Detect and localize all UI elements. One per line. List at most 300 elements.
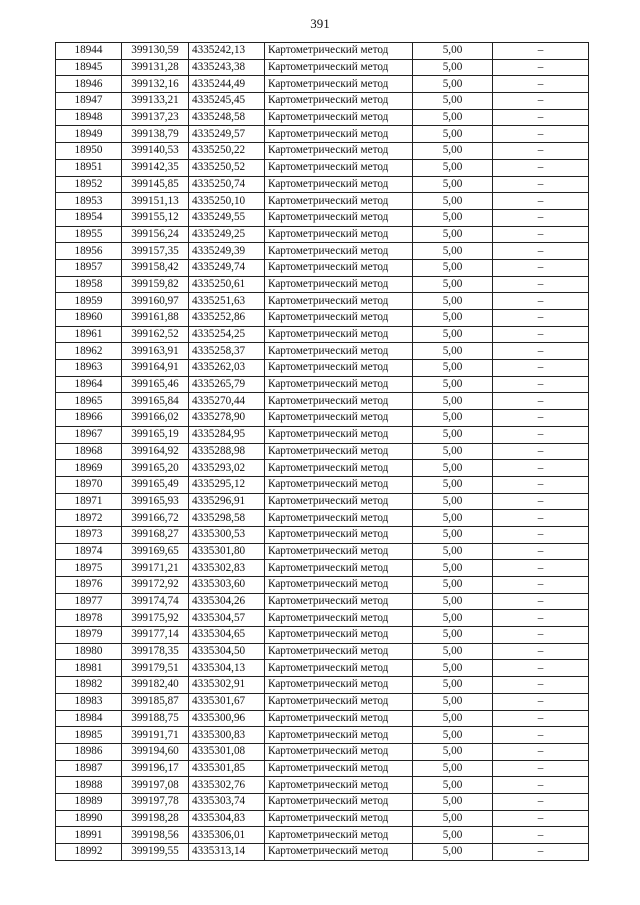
point-number-cell: 18984 <box>56 710 122 727</box>
x-coordinate-cell: 399174,74 <box>122 593 189 610</box>
x-coordinate-cell: 399185,87 <box>122 693 189 710</box>
point-number-cell: 18975 <box>56 560 122 577</box>
y-coordinate-cell: 4335304,65 <box>189 627 265 644</box>
x-coordinate-cell: 399199,55 <box>122 844 189 861</box>
point-number-cell: 18952 <box>56 176 122 193</box>
point-number-cell: 18983 <box>56 693 122 710</box>
precision-cell: 5,00 <box>413 393 493 410</box>
x-coordinate-cell: 399165,49 <box>122 476 189 493</box>
dash-cell: – <box>493 126 589 143</box>
y-coordinate-cell: 4335288,98 <box>189 443 265 460</box>
x-coordinate-cell: 399131,28 <box>122 59 189 76</box>
point-number-cell: 18953 <box>56 193 122 210</box>
table-row <box>56 443 589 460</box>
dash-cell: – <box>493 693 589 710</box>
x-coordinate-cell: 399168,27 <box>122 526 189 543</box>
point-number-cell: 18964 <box>56 376 122 393</box>
precision-cell: 5,00 <box>413 660 493 677</box>
x-coordinate-cell: 399159,82 <box>122 276 189 293</box>
y-coordinate-cell: 4335250,61 <box>189 276 265 293</box>
point-number-cell: 18969 <box>56 460 122 477</box>
precision-cell: 5,00 <box>413 476 493 493</box>
dash-cell: – <box>493 209 589 226</box>
precision-cell: 5,00 <box>413 493 493 510</box>
dash-cell: – <box>493 226 589 243</box>
x-coordinate-cell: 399179,51 <box>122 660 189 677</box>
x-coordinate-cell: 399165,84 <box>122 393 189 410</box>
dash-cell: – <box>493 727 589 744</box>
table-row <box>56 276 589 293</box>
table-row <box>56 93 589 110</box>
method-cell: Картометрический метод <box>265 93 413 110</box>
table-row <box>56 493 589 510</box>
dash-cell: – <box>493 643 589 660</box>
precision-cell: 5,00 <box>413 43 493 60</box>
x-coordinate-cell: 399165,20 <box>122 460 189 477</box>
y-coordinate-cell: 4335301,67 <box>189 693 265 710</box>
precision-cell: 5,00 <box>413 593 493 610</box>
y-coordinate-cell: 4335301,85 <box>189 760 265 777</box>
method-cell: Картометрический метод <box>265 543 413 560</box>
dash-cell: – <box>493 360 589 377</box>
x-coordinate-cell: 399177,14 <box>122 627 189 644</box>
table-row <box>56 627 589 644</box>
point-number-cell: 18987 <box>56 760 122 777</box>
point-number-cell: 18986 <box>56 743 122 760</box>
point-number-cell: 18947 <box>56 93 122 110</box>
dash-cell: – <box>493 143 589 160</box>
point-number-cell: 18959 <box>56 293 122 310</box>
x-coordinate-cell: 399163,91 <box>122 343 189 360</box>
y-coordinate-cell: 4335242,13 <box>189 43 265 60</box>
precision-cell: 5,00 <box>413 693 493 710</box>
precision-cell: 5,00 <box>413 310 493 327</box>
x-coordinate-cell: 399198,28 <box>122 810 189 827</box>
dash-cell: – <box>493 543 589 560</box>
precision-cell: 5,00 <box>413 710 493 727</box>
method-cell: Картометрический метод <box>265 727 413 744</box>
precision-cell: 5,00 <box>413 426 493 443</box>
dash-cell: – <box>493 243 589 260</box>
method-cell: Картометрический метод <box>265 376 413 393</box>
table-row <box>56 743 589 760</box>
point-number-cell: 18973 <box>56 526 122 543</box>
point-number-cell: 18950 <box>56 143 122 160</box>
table-row <box>56 777 589 794</box>
method-cell: Картометрический метод <box>265 693 413 710</box>
y-coordinate-cell: 4335270,44 <box>189 393 265 410</box>
x-coordinate-cell: 399138,79 <box>122 126 189 143</box>
y-coordinate-cell: 4335249,74 <box>189 259 265 276</box>
point-number-cell: 18949 <box>56 126 122 143</box>
table-row <box>56 293 589 310</box>
point-number-cell: 18961 <box>56 326 122 343</box>
dash-cell: – <box>493 343 589 360</box>
dash-cell: – <box>493 743 589 760</box>
point-number-cell: 18976 <box>56 577 122 594</box>
table-row <box>56 727 589 744</box>
y-coordinate-cell: 4335250,22 <box>189 143 265 160</box>
point-number-cell: 18954 <box>56 209 122 226</box>
point-number-cell: 18978 <box>56 610 122 627</box>
dash-cell: – <box>493 526 589 543</box>
y-coordinate-cell: 4335302,83 <box>189 560 265 577</box>
dash-cell: – <box>493 677 589 694</box>
point-number-cell: 18989 <box>56 793 122 810</box>
precision-cell: 5,00 <box>413 343 493 360</box>
table-row <box>56 793 589 810</box>
table-row <box>56 693 589 710</box>
dash-cell: – <box>493 259 589 276</box>
y-coordinate-cell: 4335298,58 <box>189 510 265 527</box>
x-coordinate-cell: 399198,56 <box>122 827 189 844</box>
method-cell: Картометрический метод <box>265 627 413 644</box>
point-number-cell: 18992 <box>56 844 122 861</box>
method-cell: Картометрический метод <box>265 760 413 777</box>
method-cell: Картометрический метод <box>265 310 413 327</box>
method-cell: Картометрический метод <box>265 293 413 310</box>
y-coordinate-cell: 4335303,74 <box>189 793 265 810</box>
point-number-cell: 18956 <box>56 243 122 260</box>
table-row <box>56 593 589 610</box>
y-coordinate-cell: 4335252,86 <box>189 310 265 327</box>
point-number-cell: 18967 <box>56 426 122 443</box>
point-number-cell: 18958 <box>56 276 122 293</box>
x-coordinate-cell: 399171,21 <box>122 560 189 577</box>
point-number-cell: 18965 <box>56 393 122 410</box>
precision-cell: 5,00 <box>413 226 493 243</box>
y-coordinate-cell: 4335258,37 <box>189 343 265 360</box>
point-number-cell: 18971 <box>56 493 122 510</box>
precision-cell: 5,00 <box>413 276 493 293</box>
table-row <box>56 560 589 577</box>
dash-cell: – <box>493 560 589 577</box>
table-row <box>56 543 589 560</box>
method-cell: Картометрический метод <box>265 143 413 160</box>
precision-cell: 5,00 <box>413 643 493 660</box>
precision-cell: 5,00 <box>413 526 493 543</box>
dash-cell: – <box>493 844 589 861</box>
y-coordinate-cell: 4335295,12 <box>189 476 265 493</box>
y-coordinate-cell: 4335304,26 <box>189 593 265 610</box>
table-row <box>56 326 589 343</box>
method-cell: Картометрический метод <box>265 243 413 260</box>
dash-cell: – <box>493 660 589 677</box>
x-coordinate-cell: 399161,88 <box>122 310 189 327</box>
dash-cell: – <box>493 109 589 126</box>
method-cell: Картометрический метод <box>265 510 413 527</box>
precision-cell: 5,00 <box>413 376 493 393</box>
x-coordinate-cell: 399145,85 <box>122 176 189 193</box>
precision-cell: 5,00 <box>413 360 493 377</box>
table-row <box>56 460 589 477</box>
method-cell: Картометрический метод <box>265 343 413 360</box>
dash-cell: – <box>493 760 589 777</box>
precision-cell: 5,00 <box>413 560 493 577</box>
method-cell: Картометрический метод <box>265 593 413 610</box>
y-coordinate-cell: 4335254,25 <box>189 326 265 343</box>
dash-cell: – <box>493 777 589 794</box>
y-coordinate-cell: 4335249,57 <box>189 126 265 143</box>
precision-cell: 5,00 <box>413 259 493 276</box>
precision-cell: 5,00 <box>413 827 493 844</box>
point-number-cell: 18948 <box>56 109 122 126</box>
method-cell: Картометрический метод <box>265 476 413 493</box>
table-row <box>56 310 589 327</box>
precision-cell: 5,00 <box>413 543 493 560</box>
y-coordinate-cell: 4335313,14 <box>189 844 265 861</box>
method-cell: Картометрический метод <box>265 743 413 760</box>
dash-cell: – <box>493 443 589 460</box>
x-coordinate-cell: 399157,35 <box>122 243 189 260</box>
point-number-cell: 18951 <box>56 159 122 176</box>
table-row <box>56 610 589 627</box>
method-cell: Картометрический метод <box>265 610 413 627</box>
point-number-cell: 18955 <box>56 226 122 243</box>
x-coordinate-cell: 399194,60 <box>122 743 189 760</box>
table-row <box>56 209 589 226</box>
method-cell: Картометрический метод <box>265 526 413 543</box>
x-coordinate-cell: 399169,65 <box>122 543 189 560</box>
method-cell: Картометрический метод <box>265 109 413 126</box>
coordinates-table-body <box>56 43 589 861</box>
y-coordinate-cell: 4335248,58 <box>189 109 265 126</box>
table-row <box>56 643 589 660</box>
x-coordinate-cell: 399165,93 <box>122 493 189 510</box>
precision-cell: 5,00 <box>413 410 493 427</box>
point-number-cell: 18974 <box>56 543 122 560</box>
precision-cell: 5,00 <box>413 577 493 594</box>
dash-cell: – <box>493 193 589 210</box>
table-row <box>56 259 589 276</box>
method-cell: Картометрический метод <box>265 226 413 243</box>
point-number-cell: 18979 <box>56 627 122 644</box>
y-coordinate-cell: 4335250,10 <box>189 193 265 210</box>
dash-cell: – <box>493 476 589 493</box>
precision-cell: 5,00 <box>413 159 493 176</box>
x-coordinate-cell: 399130,59 <box>122 43 189 60</box>
precision-cell: 5,00 <box>413 109 493 126</box>
table-row <box>56 59 589 76</box>
method-cell: Картометрический метод <box>265 426 413 443</box>
x-coordinate-cell: 399175,92 <box>122 610 189 627</box>
dash-cell: – <box>493 59 589 76</box>
y-coordinate-cell: 4335265,79 <box>189 376 265 393</box>
table-row <box>56 43 589 60</box>
table-row <box>56 243 589 260</box>
dash-cell: – <box>493 460 589 477</box>
y-coordinate-cell: 4335251,63 <box>189 293 265 310</box>
method-cell: Картометрический метод <box>265 810 413 827</box>
precision-cell: 5,00 <box>413 143 493 160</box>
table-row <box>56 827 589 844</box>
x-coordinate-cell: 399182,40 <box>122 677 189 694</box>
method-cell: Картометрический метод <box>265 126 413 143</box>
method-cell: Картометрический метод <box>265 460 413 477</box>
table-row <box>56 109 589 126</box>
dash-cell: – <box>493 827 589 844</box>
table-row <box>56 677 589 694</box>
method-cell: Картометрический метод <box>265 193 413 210</box>
table-row <box>56 760 589 777</box>
table-row <box>56 526 589 543</box>
table-row <box>56 143 589 160</box>
table-row <box>56 76 589 93</box>
table-row <box>56 176 589 193</box>
x-coordinate-cell: 399196,17 <box>122 760 189 777</box>
y-coordinate-cell: 4335245,45 <box>189 93 265 110</box>
x-coordinate-cell: 399166,02 <box>122 410 189 427</box>
x-coordinate-cell: 399140,53 <box>122 143 189 160</box>
precision-cell: 5,00 <box>413 793 493 810</box>
point-number-cell: 18985 <box>56 727 122 744</box>
x-coordinate-cell: 399172,92 <box>122 577 189 594</box>
method-cell: Картометрический метод <box>265 793 413 810</box>
precision-cell: 5,00 <box>413 76 493 93</box>
method-cell: Картометрический метод <box>265 660 413 677</box>
precision-cell: 5,00 <box>413 844 493 861</box>
method-cell: Картометрический метод <box>265 410 413 427</box>
x-coordinate-cell: 399166,72 <box>122 510 189 527</box>
method-cell: Картометрический метод <box>265 176 413 193</box>
dash-cell: – <box>493 610 589 627</box>
dash-cell: – <box>493 710 589 727</box>
method-cell: Картометрический метод <box>265 259 413 276</box>
precision-cell: 5,00 <box>413 760 493 777</box>
y-coordinate-cell: 4335301,80 <box>189 543 265 560</box>
method-cell: Картометрический метод <box>265 76 413 93</box>
dash-cell: – <box>493 293 589 310</box>
table-row <box>56 193 589 210</box>
x-coordinate-cell: 399133,21 <box>122 93 189 110</box>
table-row <box>56 410 589 427</box>
method-cell: Картометрический метод <box>265 326 413 343</box>
method-cell: Картометрический метод <box>265 443 413 460</box>
x-coordinate-cell: 399165,19 <box>122 426 189 443</box>
method-cell: Картометрический метод <box>265 43 413 60</box>
point-number-cell: 18977 <box>56 593 122 610</box>
precision-cell: 5,00 <box>413 126 493 143</box>
method-cell: Картометрический метод <box>265 59 413 76</box>
y-coordinate-cell: 4335303,60 <box>189 577 265 594</box>
point-number-cell: 18980 <box>56 643 122 660</box>
y-coordinate-cell: 4335304,57 <box>189 610 265 627</box>
y-coordinate-cell: 4335278,90 <box>189 410 265 427</box>
method-cell: Картометрический метод <box>265 560 413 577</box>
x-coordinate-cell: 399178,35 <box>122 643 189 660</box>
dash-cell: – <box>493 393 589 410</box>
page-number: 391 <box>310 16 330 31</box>
precision-cell: 5,00 <box>413 727 493 744</box>
table-row <box>56 360 589 377</box>
method-cell: Картометрический метод <box>265 276 413 293</box>
precision-cell: 5,00 <box>413 59 493 76</box>
method-cell: Картометрический метод <box>265 777 413 794</box>
x-coordinate-cell: 399197,08 <box>122 777 189 794</box>
table-row <box>56 376 589 393</box>
point-number-cell: 18990 <box>56 810 122 827</box>
point-number-cell: 18944 <box>56 43 122 60</box>
point-number-cell: 18946 <box>56 76 122 93</box>
point-number-cell: 18957 <box>56 259 122 276</box>
table-row <box>56 660 589 677</box>
y-coordinate-cell: 4335304,13 <box>189 660 265 677</box>
y-coordinate-cell: 4335304,83 <box>189 810 265 827</box>
table-row <box>56 577 589 594</box>
x-coordinate-cell: 399164,92 <box>122 443 189 460</box>
precision-cell: 5,00 <box>413 243 493 260</box>
dash-cell: – <box>493 510 589 527</box>
y-coordinate-cell: 4335249,55 <box>189 209 265 226</box>
y-coordinate-cell: 4335304,50 <box>189 643 265 660</box>
dash-cell: – <box>493 76 589 93</box>
x-coordinate-cell: 399151,13 <box>122 193 189 210</box>
method-cell: Картометрический метод <box>265 710 413 727</box>
y-coordinate-cell: 4335284,95 <box>189 426 265 443</box>
precision-cell: 5,00 <box>413 193 493 210</box>
x-coordinate-cell: 399188,75 <box>122 710 189 727</box>
y-coordinate-cell: 4335300,83 <box>189 727 265 744</box>
y-coordinate-cell: 4335296,91 <box>189 493 265 510</box>
y-coordinate-cell: 4335250,52 <box>189 159 265 176</box>
table-row <box>56 510 589 527</box>
precision-cell: 5,00 <box>413 610 493 627</box>
x-coordinate-cell: 399165,46 <box>122 376 189 393</box>
point-number-cell: 18963 <box>56 360 122 377</box>
method-cell: Картометрический метод <box>265 577 413 594</box>
method-cell: Картометрический метод <box>265 159 413 176</box>
precision-cell: 5,00 <box>413 743 493 760</box>
precision-cell: 5,00 <box>413 510 493 527</box>
dash-cell: – <box>493 326 589 343</box>
point-number-cell: 18972 <box>56 510 122 527</box>
table-row <box>56 393 589 410</box>
precision-cell: 5,00 <box>413 777 493 794</box>
table-row <box>56 159 589 176</box>
table-row <box>56 343 589 360</box>
dash-cell: – <box>493 93 589 110</box>
precision-cell: 5,00 <box>413 93 493 110</box>
precision-cell: 5,00 <box>413 326 493 343</box>
y-coordinate-cell: 4335262,03 <box>189 360 265 377</box>
table-row <box>56 426 589 443</box>
x-coordinate-cell: 399132,16 <box>122 76 189 93</box>
precision-cell: 5,00 <box>413 460 493 477</box>
y-coordinate-cell: 4335300,53 <box>189 526 265 543</box>
method-cell: Картометрический метод <box>265 643 413 660</box>
y-coordinate-cell: 4335244,49 <box>189 76 265 93</box>
precision-cell: 5,00 <box>413 176 493 193</box>
dash-cell: – <box>493 793 589 810</box>
point-number-cell: 18970 <box>56 476 122 493</box>
precision-cell: 5,00 <box>413 677 493 694</box>
y-coordinate-cell: 4335300,96 <box>189 710 265 727</box>
x-coordinate-cell: 399137,23 <box>122 109 189 126</box>
dash-cell: – <box>493 410 589 427</box>
coordinates-table <box>55 42 589 861</box>
x-coordinate-cell: 399142,35 <box>122 159 189 176</box>
y-coordinate-cell: 4335302,76 <box>189 777 265 794</box>
x-coordinate-cell: 399164,91 <box>122 360 189 377</box>
dash-cell: – <box>493 493 589 510</box>
y-coordinate-cell: 4335250,74 <box>189 176 265 193</box>
dash-cell: – <box>493 159 589 176</box>
dash-cell: – <box>493 310 589 327</box>
dash-cell: – <box>493 376 589 393</box>
table-row <box>56 710 589 727</box>
dash-cell: – <box>493 810 589 827</box>
y-coordinate-cell: 4335249,39 <box>189 243 265 260</box>
